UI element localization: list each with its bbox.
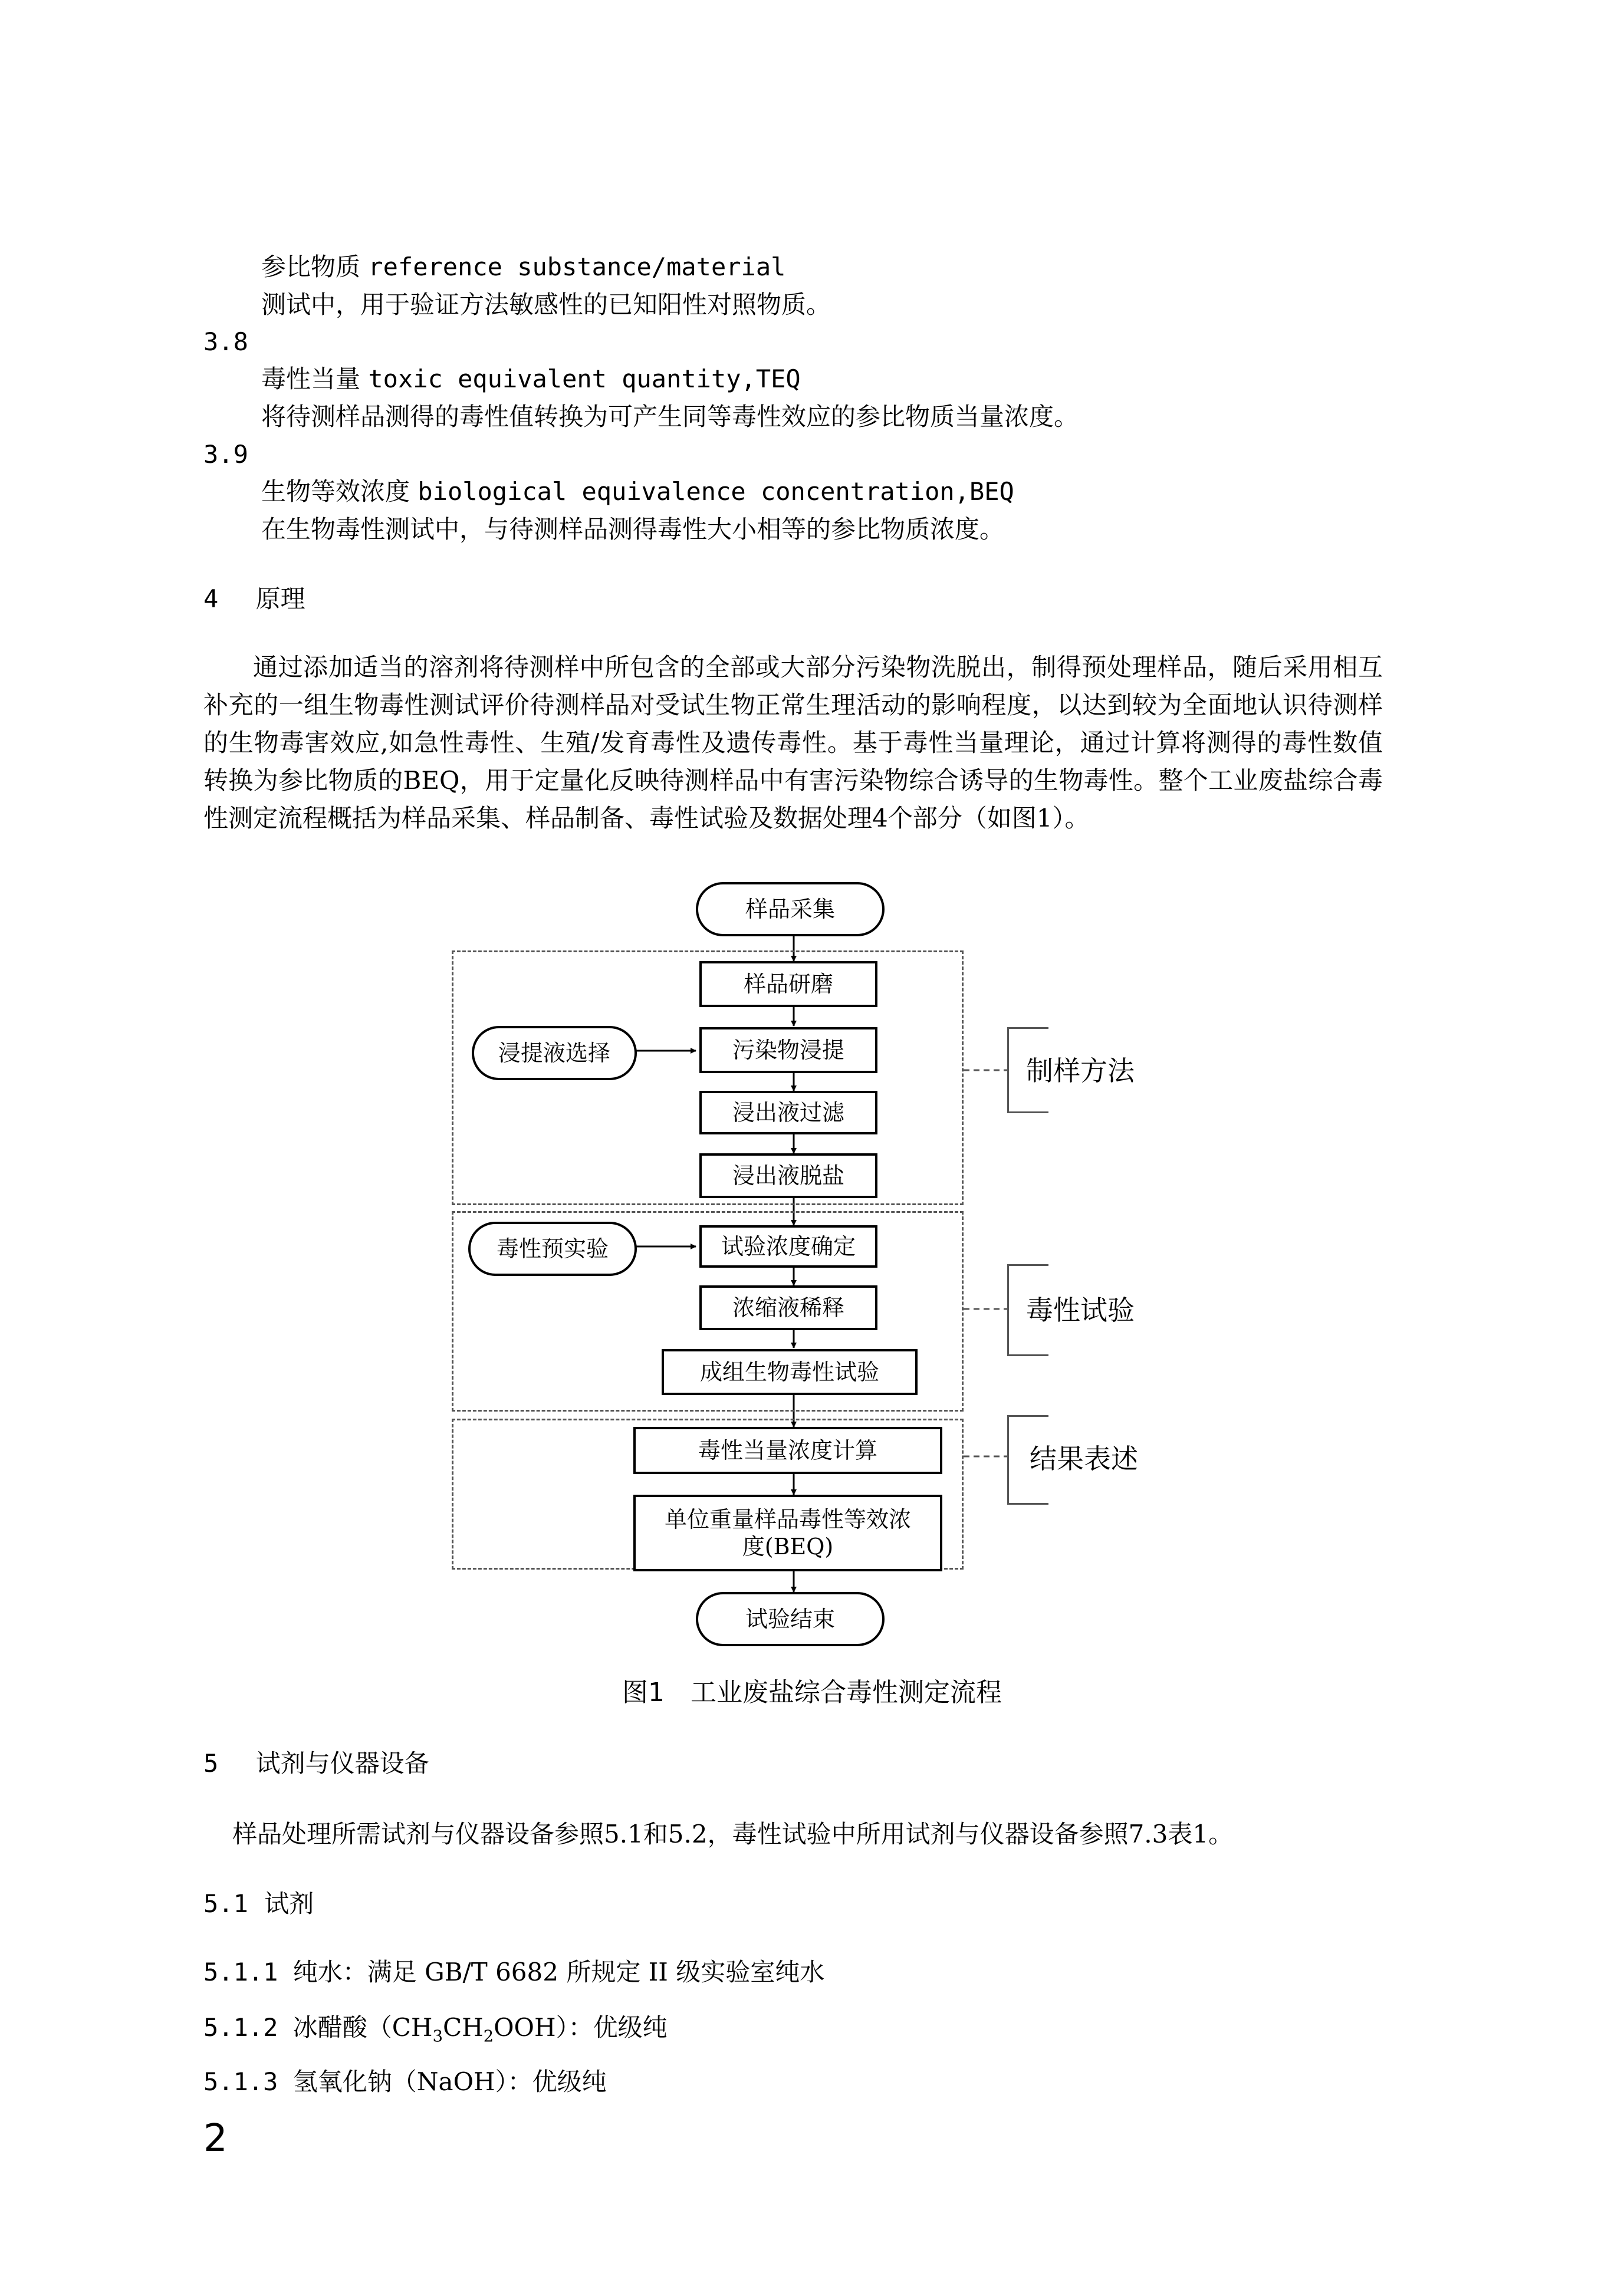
beq-step: 单位重量样品毒性等效浓度(BEQ) [633, 1495, 942, 1571]
grind-step: 样品研磨 [699, 961, 877, 1007]
definition-3-8-text: 将待测样品测得的毒性值转换为可产生同等毒性效应的参比物质当量浓度。 [261, 402, 1079, 431]
result-group [452, 1419, 964, 1570]
definition-3-9-term-line [261, 475, 1014, 509]
section-4-heading [203, 582, 305, 616]
extract-step: 污染物浸提 [699, 1027, 877, 1073]
section-number: 5.1 [203, 1889, 248, 1918]
definition-english: biological equivalence concentration,BEQ [417, 477, 1014, 506]
definition-3-9-text: 在生物毒性测试中，与待测样品测得毒性大小相等的参比物质浓度。 [261, 515, 1005, 544]
teq-calc-step: 毒性当量浓度计算 [633, 1427, 942, 1474]
section-title: 试剂与仪器设备 [255, 1749, 429, 1778]
item-text [292, 2013, 668, 2046]
toxicity-test-label: 毒性试验 [1026, 1294, 1135, 1326]
battery-test-step: 成组生物毒性试验 [662, 1349, 918, 1395]
section-5-1-heading [203, 1887, 314, 1921]
extract-choice-node: 浸提液选择 [472, 1026, 637, 1080]
section-number: 5 [203, 1749, 219, 1778]
start-node: 样品采集 [696, 882, 885, 936]
sample-prep-bracket [1007, 1027, 1048, 1113]
item-number: 5.1.3 [203, 2067, 278, 2096]
sample-prep-group [452, 950, 964, 1205]
dilution-step: 浓缩液稀释 [699, 1285, 877, 1330]
sample-prep-label: 制样方法 [1026, 1055, 1135, 1087]
definition-term: 生物等效浓度 [261, 477, 410, 506]
definition-3-9-number: 3.9 [203, 440, 248, 469]
result-bracket [1007, 1415, 1048, 1505]
item-text: 氢氧化钠（NaOH）：优级纯 [292, 2067, 607, 2096]
item-number: 5.1.2 [203, 2013, 278, 2042]
definition-english: toxic equivalent quantity,TEQ [368, 364, 801, 393]
formula-part: OOH）：优级纯 [494, 2013, 668, 2042]
formula-part: CH [442, 2013, 484, 2042]
section-title: 试剂 [264, 1889, 314, 1918]
definition-3-8-number: 3.8 [203, 327, 248, 356]
item-5-1-2 [203, 2011, 668, 2054]
result-label: 结果表述 [1030, 1443, 1138, 1475]
toxicity-test-bracket [1007, 1264, 1048, 1356]
item-5-1-3 [203, 2065, 607, 2099]
formula-subscript: 3 [432, 2027, 443, 2046]
definition-term: 参比物质 [261, 252, 361, 281]
figure-caption: 图1 工业废盐综合毒性测定流程 [622, 1677, 1002, 1708]
toxicity-test-group [452, 1211, 964, 1412]
item-text: 纯水：满足 GB/T 6682 所规定 II 级实验室纯水 [292, 1958, 825, 1986]
item-number: 5.1.1 [203, 1958, 278, 1986]
section-4-paragraph: 通过添加适当的溶剂将待测样中所包含的全部或大部分污染物洗脱出，制得预处理样品，随后采用相互补充的一组生物毒性测试评价待测样品对受试生物正常生理活动的影响程度，以达到较为全面地认识待测样的生物毒害效应,如急性毒性、生殖/发育毒性及遗传毒性。基于毒性当量理论，通过计算将测得的毒性数值转换为参比物质的BEQ，用于定量化反映待测样品中有害污染物综合诱导的生物毒性。整个工业废盐综合毒性测定流程概括为样品采集、样品制备、毒性试验及数据处理4个部分（如图1）。 [203, 653, 1383, 833]
definition-3-7-text: 测试中，用于验证方法敏感性的已知阳性对照物质。 [261, 290, 831, 319]
formula-part: 冰醋酸（CH [292, 2013, 433, 2042]
definition-3-8-term-line [261, 362, 801, 396]
concentration-confirm-step: 试验浓度确定 [699, 1225, 877, 1268]
definition-term: 毒性当量 [261, 364, 361, 393]
pretest-node: 毒性预实验 [468, 1222, 637, 1276]
end-node: 试验结束 [696, 1592, 885, 1646]
filter-step: 浸出液过滤 [699, 1091, 877, 1134]
formula-subscript: 2 [483, 2027, 494, 2046]
page-number: 2 [203, 2117, 228, 2160]
section-number: 4 [203, 584, 219, 613]
section-title: 原理 [255, 584, 305, 613]
definition-english: reference substance/material [368, 252, 786, 281]
item-5-1-1 [203, 1955, 824, 1989]
definition-3-7-term-line [261, 250, 785, 284]
section-5-paragraph: 样品处理所需试剂与仪器设备参照5.1和5.2，毒性试验中所用试剂与仪器设备参照7.3表1。 [232, 1820, 1234, 1848]
section-5-heading [203, 1746, 429, 1781]
desalt-step: 浸出液脱盐 [699, 1153, 877, 1198]
